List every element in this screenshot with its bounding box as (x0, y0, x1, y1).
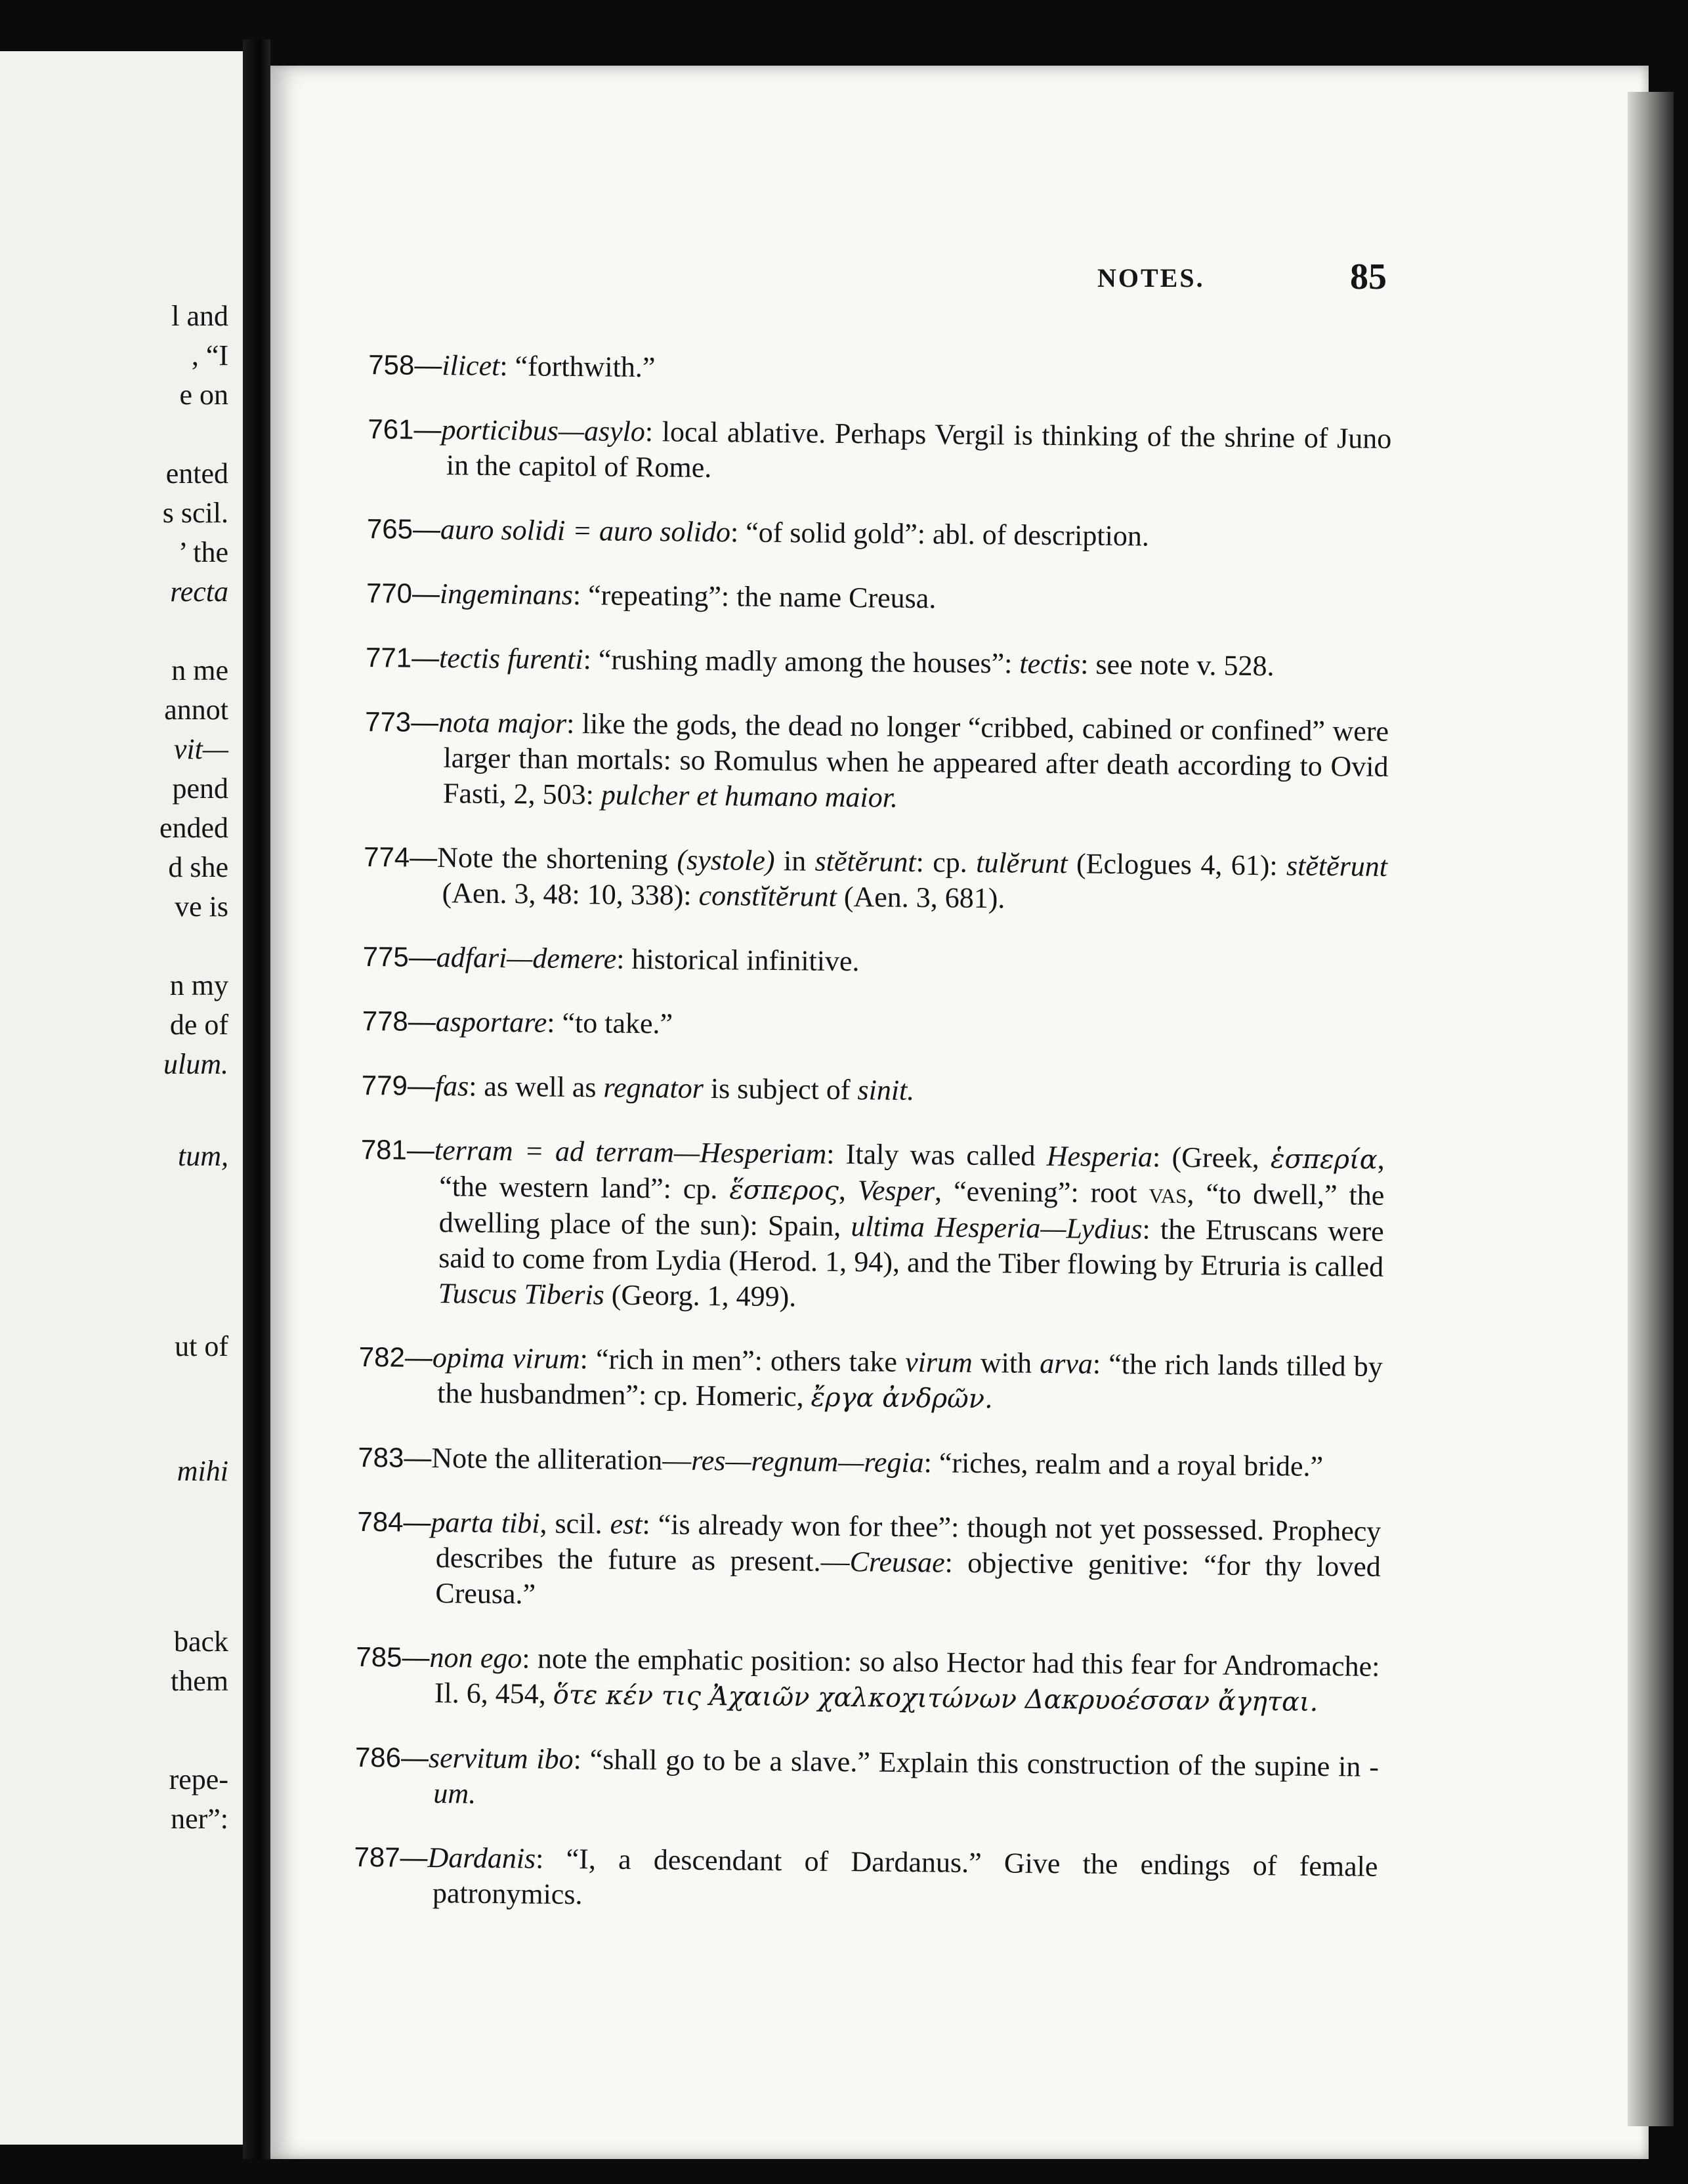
line-number: 786— (354, 1741, 429, 1773)
line-number: 774— (363, 841, 438, 873)
line-number: 781— (360, 1133, 435, 1166)
note-text: (Georg. 1, 499). (604, 1278, 797, 1313)
note-text: , “to dwell,” the dwelling place of the sun): Spain, (438, 1177, 1385, 1243)
note-text: (Eclogues 4, 61): (1067, 847, 1287, 882)
facing-page-fragment: s scil. (162, 497, 228, 529)
latin-term: parta tibi (431, 1505, 540, 1540)
note-entry (362, 939, 1386, 984)
note-text: : “I, a descendant of Dardanus.” Give the endings of female patronymics. (432, 1842, 1378, 1911)
note-text: : (Greek, (1152, 1141, 1271, 1175)
note-entry (368, 347, 1392, 392)
latin-term: stĕtĕrunt (814, 845, 916, 879)
facing-page-fragment: back (173, 1626, 228, 1658)
note-entry (363, 839, 1387, 920)
greek-text: ἕσπερος (729, 1175, 839, 1206)
note-text: Note the shortening (436, 841, 677, 876)
note-text: , “the western land”: cp. (439, 1143, 1385, 1206)
note-text: (Aen. 3, 48: 10, 338): (442, 877, 699, 912)
latin-term: ingeminans (439, 578, 574, 612)
note-entry (356, 1504, 1381, 1620)
note-text: in (774, 844, 815, 877)
facing-page-fragment: ner”: (171, 1803, 228, 1835)
latin-term: regnator (603, 1071, 704, 1104)
latin-term: constĭtĕrunt (698, 879, 837, 913)
note-entry (358, 1339, 1383, 1421)
note-entry (366, 576, 1390, 621)
latin-term: stĕtĕrunt (1286, 849, 1388, 883)
latin-term: tectis (1019, 647, 1081, 681)
latin-term: porticibus—asylo (441, 413, 646, 448)
facing-page-fragment: annot (164, 694, 228, 726)
note-text: : “the rich lands tilled by the husbandmen”: cp. Homeric, (437, 1347, 1383, 1413)
greek-text: ἑσπερία (1270, 1144, 1378, 1175)
line-number: 771— (365, 641, 440, 674)
note-text: : historical infinitive. (616, 942, 860, 978)
line-number: 773— (364, 705, 439, 738)
note-text: : “rushing madly among the houses”: (583, 643, 1020, 680)
line-number: 775— (362, 940, 436, 973)
latin-term: Vesper (857, 1174, 935, 1208)
line-number: 784— (357, 1505, 431, 1538)
note-text: , (838, 1173, 858, 1207)
latin-term: tectis furenti (438, 642, 583, 676)
latin-term: non ego (429, 1641, 522, 1675)
line-number: 761— (368, 413, 442, 446)
note-entry (368, 411, 1392, 492)
notes-list (354, 318, 1393, 1930)
facing-page-fragment: mihi (177, 1455, 228, 1487)
note-entry (356, 1639, 1380, 1721)
facing-page-fragment: de of (169, 1009, 228, 1041)
note-text: : “to take.” (547, 1006, 673, 1040)
latin-term: Creusae (849, 1545, 945, 1579)
facing-page-fragment: ended (159, 812, 228, 844)
line-number: 770— (366, 577, 440, 610)
facing-page-fragment: repe- (169, 1763, 228, 1796)
facing-page-fragment: ’ the (178, 536, 228, 568)
line-number: 783— (358, 1441, 432, 1473)
note-text: is subject of (703, 1072, 858, 1106)
facing-page (0, 51, 247, 2145)
line-number: 779— (361, 1069, 436, 1102)
facing-page-fragment: l and (171, 300, 228, 332)
note-text: : see note v. 528. (1080, 648, 1275, 682)
note-entry (358, 1440, 1382, 1485)
latin-term: fas (434, 1070, 469, 1102)
facing-page-fragment: e on (179, 379, 228, 411)
note-text: : “forthwith.” (499, 349, 656, 384)
line-number: 778— (362, 1005, 436, 1038)
note-entry (354, 1839, 1378, 1920)
latin-term: nota major (438, 706, 567, 740)
latin-term: sinit. (857, 1074, 915, 1107)
note-text: : Italy was called (826, 1137, 1047, 1172)
note-text: : cp. (916, 846, 977, 879)
latin-term: opima virum (432, 1341, 580, 1376)
latin-term: res—regnum—regia (691, 1444, 924, 1479)
page-edge (1628, 92, 1674, 2126)
note-text: : local ablative. Perhaps Vergil is thinking of the shrine of Juno in the capitol of Rome. (446, 415, 1392, 484)
line-number: 758— (368, 348, 442, 381)
latin-term: Hesperia (1046, 1139, 1153, 1173)
greek-text: ἔργα ἀνδρῶν. (811, 1382, 994, 1415)
facing-page-fragment: recta (170, 576, 228, 608)
latin-term: ultima Hesperia—Lydius (851, 1210, 1143, 1246)
note-text: (Aen. 3, 681). (836, 880, 1005, 915)
facing-page-fragment: vit— (173, 733, 228, 765)
note-entry (366, 640, 1389, 685)
facing-page-fragment: d she (168, 851, 228, 883)
latin-term: terram = ad terram—Hesperiam (434, 1134, 827, 1170)
latin-term: pulcher et humano maior. (601, 778, 898, 814)
note-text: Note the alliteration— (431, 1441, 692, 1477)
latin-term: Dardanis (427, 1841, 536, 1875)
note-entry (362, 1003, 1385, 1049)
facing-page-fragment: ented (165, 457, 228, 490)
facing-page-fragment: them (171, 1665, 228, 1697)
latin-term: auro solidi = auro solido (440, 513, 731, 549)
note-text: : “rich in men”: others take (580, 1343, 906, 1378)
facing-page-fragment: ut of (175, 1330, 228, 1362)
note-text: with (972, 1346, 1040, 1379)
latin-term: tulĕrunt (976, 846, 1068, 880)
line-number: 785— (356, 1641, 430, 1673)
note-text: : as well as (468, 1070, 604, 1104)
note-text: : objective genitive: “for thy loved Creusa.” (435, 1546, 1382, 1610)
note-text: , “evening”: root (934, 1175, 1149, 1209)
note-text: : “is already won for thee”: though not yet possessed. Prophecy describes the future as present.— (435, 1508, 1382, 1578)
line-number: 765— (366, 513, 441, 545)
note-entry (364, 704, 1389, 820)
note-text: : like the gods, the dead no longer “cribbed, cabined or confined” were larger than mortals: so Romulus when he appeared after death according to Ovid Fasti, 2, 503: (442, 707, 1389, 811)
page (270, 66, 1649, 2159)
facing-page-fragment: , “I (191, 339, 228, 371)
note-text: : “riches, realm and a royal bride.” (923, 1446, 1324, 1483)
line-number: 782— (358, 1341, 433, 1374)
facing-page-fragment: pend (172, 772, 228, 805)
latin-term: ilicet (442, 349, 500, 382)
running-title: NOTES. (1097, 263, 1205, 293)
facing-page-fragment: n my (169, 969, 228, 1001)
facing-page-fragment: tum, (178, 1140, 228, 1172)
book-gutter (243, 39, 270, 2159)
note-text: : the Etruscans were said to come from Lydia (Herod. 1, 94), and the Tiber flowing by Etruria is called (438, 1213, 1384, 1283)
greek-text: ὅτε κέν τις Ἀχαιῶν χαλκοχιτώνων Δακρυοέσσαν ἄγηται. (553, 1679, 1319, 1717)
note-entry (359, 1132, 1385, 1320)
note-text: : “shall go to be a slave.” Explain this construction of the supine in (573, 1743, 1370, 1783)
latin-term: virum (904, 1345, 973, 1379)
note-text: , scil. (539, 1507, 610, 1540)
note-entry (362, 1068, 1385, 1113)
latin-term: -um. (433, 1750, 1380, 1810)
note-text: : “repeating”: the name Creusa. (572, 579, 937, 615)
page-number: 85 (1350, 257, 1387, 297)
facing-page-fragment: ve is (175, 891, 228, 923)
latin-term: servitum ibo (428, 1741, 574, 1776)
latin-term: est (610, 1507, 643, 1541)
running-head (270, 257, 1649, 302)
note-text: : “of solid gold”: abl. of description. (730, 516, 1150, 553)
latin-term: Tuscus Tiberis (438, 1277, 605, 1311)
latin-term: asportare (435, 1005, 547, 1039)
note-entry (354, 1740, 1379, 1820)
facing-page-fragment: ulum. (163, 1048, 228, 1080)
line-number: 787— (354, 1841, 428, 1873)
latin-term: arva (1039, 1347, 1093, 1380)
note-text: vas (1149, 1177, 1187, 1210)
note-entry (367, 511, 1391, 556)
note-text: : note the emphatic position: so also Hector had this fear for Andromache: Il. 6, 454, (434, 1642, 1380, 1710)
facing-page-fragment: n me (171, 654, 228, 686)
latin-term: adfari—demere (436, 941, 617, 975)
latin-term: (systole) (677, 843, 775, 877)
